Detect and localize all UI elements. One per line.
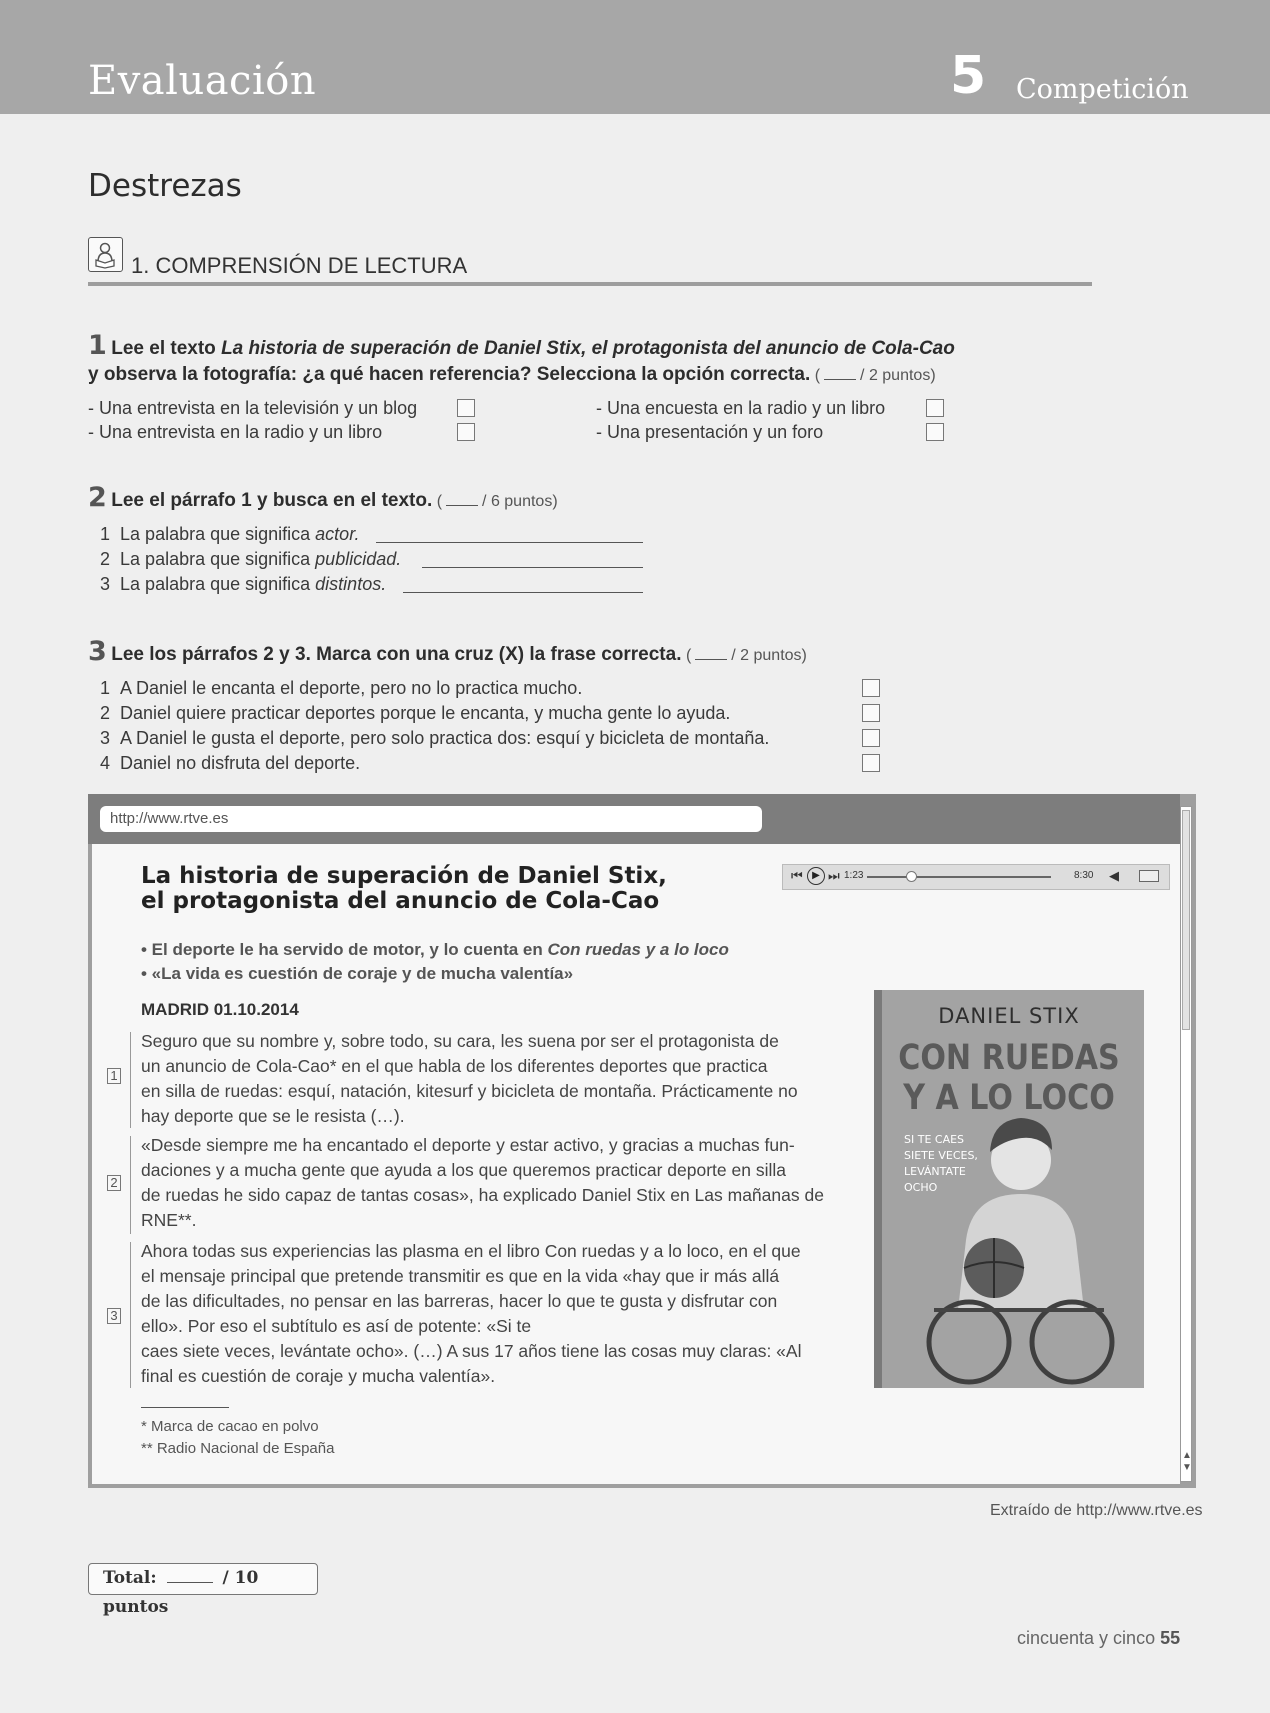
paragraph-number: 2 [107, 1175, 121, 1191]
paragraph-line: «Desde siempre me ha encantado el deporte y estar activo, y gracias a muchas fun- [141, 1135, 795, 1155]
item-text: Daniel no disfruta del deporte. [120, 753, 361, 773]
paragraph-line: Seguro que su nombre y, sobre todo, su cara, les suena por ser el protagonista de [141, 1031, 779, 1051]
paragraph-number: 3 [107, 1308, 121, 1324]
item-word: actor. [315, 524, 360, 544]
question-1-line2 [88, 364, 1088, 386]
article-title-line-1: La historia de superación de Daniel Stix, [141, 863, 667, 889]
total-points: / 10 puntos [103, 1568, 259, 1617]
points-label: ( / 2 puntos) [814, 367, 936, 384]
option-3-checkbox[interactable] [926, 399, 944, 417]
progress-track[interactable] [867, 876, 1051, 878]
book-subtitle [904, 1132, 978, 1196]
article-dateline: MADRID 01.10.2014 [141, 1000, 299, 1019]
question-text: y observa la fotografía: ¿a qué hacen referencia? Selecciona la opción correcta. [88, 364, 811, 385]
points-value: / 2 puntos) [731, 647, 807, 664]
book-subtitle-line: LEVÁNTATE [904, 1165, 966, 1178]
book-cover-image [874, 990, 1144, 1388]
item-word: distintos. [315, 574, 387, 594]
item-number: 1 [100, 524, 111, 544]
unit-title: Competición [1016, 74, 1189, 105]
item-number: 2 [100, 703, 111, 723]
page-number: 55 [1160, 1628, 1181, 1648]
total-blank[interactable] [167, 1582, 213, 1583]
book-subtitle-line: SIETE VECES, [904, 1149, 978, 1162]
article-bullet-2: • «La vida es cuestión de coraje y de mucha valentía» [141, 964, 574, 983]
duration-time: 8:30 [1074, 870, 1094, 881]
paragraph-1 [141, 1029, 798, 1129]
answer-line-2[interactable] [422, 566, 643, 568]
play-icon[interactable]: ▶ [807, 867, 825, 885]
article-title [141, 864, 667, 914]
book-author: DANIEL STIX [938, 1004, 1080, 1028]
paragraph-rule [130, 1242, 131, 1388]
item-text: A Daniel le gusta el deporte, pero solo practica dos: esquí y bicicleta de montaña. [120, 728, 770, 748]
article-bullet-1 [141, 940, 729, 960]
paragraph-line: de las dificultades, no pensar en las barreras, hacer lo que te gusta y disfrutar con [141, 1291, 778, 1311]
question-3 [88, 636, 807, 667]
option-3: - Una encuesta en la radio y un libro [596, 398, 886, 418]
elapsed-time: 1:23 [844, 870, 864, 881]
paragraph-line: RNE**. [141, 1210, 197, 1230]
q3-item-4-checkbox[interactable] [862, 754, 880, 772]
points-label: ( / 6 puntos) [436, 493, 558, 510]
paragraph-line: Ahora todas sus experiencias las plasma en el libro Con ruedas y a lo loco, en el que [141, 1241, 801, 1261]
option-2-checkbox[interactable] [457, 423, 475, 441]
scrollbar-thumb[interactable] [1182, 810, 1190, 1030]
paragraph-line: de ruedas he sido capaz de tantas cosas», ha explicado Daniel Stix en Las mañanas de [141, 1185, 824, 1205]
book-subtitle-line: SI TE CAES [904, 1133, 965, 1146]
question-text: Lee el texto [111, 338, 222, 359]
q3-item-2 [100, 703, 730, 724]
option-4-checkbox[interactable] [926, 423, 944, 441]
footnote-1: * Marca de cacao en polvo [141, 1418, 319, 1435]
source-credit: Extraído de http://www.rtve.es [990, 1502, 1203, 1519]
q3-item-3-checkbox[interactable] [862, 729, 880, 747]
option-2: - Una entrevista en la radio y un libro [88, 422, 383, 442]
item-text: A Daniel le encanta el deporte, pero no lo practica mucho. [120, 678, 583, 698]
q3-item-2-checkbox[interactable] [862, 704, 880, 722]
question-number: 2 [88, 482, 107, 513]
book-title [893, 1038, 1125, 1118]
book-subtitle-line: OCHO [904, 1181, 938, 1194]
points-value: / 6 puntos) [482, 493, 558, 510]
option-1: - Una entrevista en la televisión y un blog [88, 398, 418, 418]
unit-number: 5 [950, 46, 987, 106]
item-number: 1 [100, 678, 111, 698]
q2-item-1 [100, 524, 360, 545]
scroll-up-arrow-icon[interactable]: ▲ [1182, 1450, 1192, 1461]
points-value: / 2 puntos) [860, 367, 936, 384]
answer-line-1[interactable] [376, 541, 643, 543]
item-number: 3 [100, 728, 111, 748]
paragraph-line: en silla de ruedas: esquí, natación, kitesurf y bicicleta de montaña. Prácticamente no [141, 1081, 798, 1101]
total-score-box [88, 1563, 318, 1617]
book-title-line-2: Y A LO LOCO [903, 1078, 1115, 1118]
paragraph-rule [130, 1136, 131, 1234]
paragraph-2 [141, 1133, 824, 1233]
question-text: Lee el párrafo 1 y busca en el texto. [111, 490, 433, 511]
option-4: - Una presentación y un foro [596, 422, 824, 442]
paragraph-line: final es cuestión de coraje y mucha valentía». [141, 1366, 496, 1386]
q3-item-3 [100, 728, 769, 749]
paragraph-line: hay deporte que se le resista (…). [141, 1106, 405, 1126]
paragraph-number: 1 [107, 1068, 121, 1084]
item-number: 2 [100, 549, 111, 569]
q3-item-4 [100, 753, 360, 774]
paragraph-rule [130, 1032, 131, 1128]
item-text: La palabra que significa [120, 524, 316, 544]
page-footer [1017, 1628, 1180, 1649]
question-text-italic: La historia de superación de Daniel Stix, el protagonista del anuncio de Cola-Cao [221, 338, 955, 359]
question-1 [88, 330, 1088, 361]
reading-icon [88, 237, 123, 272]
q3-item-1-checkbox[interactable] [862, 679, 880, 697]
paragraph-line: un anuncio de Cola-Cao* en el que habla de los diferentes deportes que practica [141, 1056, 768, 1076]
audio-player [782, 864, 1170, 890]
footnote-2: ** Radio Nacional de España [141, 1440, 335, 1457]
bullet-book-title: Con ruedas y a lo loco [547, 940, 729, 959]
page-title: Destrezas [88, 168, 242, 204]
section-title: 1. COMPRENSIÓN DE LECTURA [131, 253, 468, 278]
answer-line-3[interactable] [403, 591, 643, 593]
footnote-rule [141, 1407, 229, 1408]
option-1-checkbox[interactable] [457, 399, 475, 417]
total-label: Total: [103, 1568, 157, 1588]
question-number: 3 [88, 636, 107, 667]
paragraph-line: ello». Por eso el subtítulo es así de potente: «Si te [141, 1316, 532, 1336]
header-section-title: Evaluación [88, 58, 317, 104]
item-number: 4 [100, 753, 111, 773]
article-title-line-2: el protagonista del anuncio de Cola-Cao [141, 888, 660, 914]
next-icon[interactable]: ⏭ [828, 868, 840, 883]
item-number: 3 [100, 574, 111, 594]
item-text: Daniel quiere practicar deportes porque le encanta, y mucha gente lo ayuda. [120, 703, 731, 723]
book-title-line-1: CON RUEDAS [898, 1038, 1120, 1078]
q3-item-1 [100, 678, 582, 699]
paragraph-line: el mensaje principal que pretende transmitir es que en la vida «hay que ir más allá [141, 1266, 780, 1286]
paragraph-line: caes siete veces, levántate ocho». (…) A sus 17 años tiene las cosas muy claras: «Al [141, 1341, 802, 1361]
q2-item-2 [100, 549, 401, 570]
item-text: La palabra que significa [120, 574, 316, 594]
item-text: La palabra que significa [120, 549, 316, 569]
address-bar[interactable]: http://www.rtve.es [100, 806, 762, 832]
q2-item-3 [100, 574, 386, 595]
volume-icon[interactable]: ◀ [1109, 868, 1119, 883]
scroll-down-arrow-icon[interactable]: ▼ [1182, 1462, 1192, 1473]
paragraph-line: daciones y a mucha gente que ayuda a los que queremos practicar deporte en silla [141, 1160, 786, 1180]
previous-icon[interactable]: ⏮ [791, 868, 803, 883]
question-number: 1 [88, 330, 107, 361]
paragraph-3 [141, 1239, 801, 1389]
item-word: publicidad. [315, 549, 402, 569]
bullet-text: • El deporte le ha servido de motor, y lo cuenta en [141, 940, 548, 959]
section-divider [88, 282, 1092, 286]
page-number-words: cincuenta y cinco [1017, 1628, 1156, 1648]
progress-handle[interactable] [906, 871, 917, 882]
question-text: Lee los párrafos 2 y 3. Marca con una cruz (X) la frase correcta. [111, 644, 682, 665]
fullscreen-icon[interactable] [1139, 870, 1159, 882]
question-2 [88, 482, 558, 513]
points-label: ( / 2 puntos) [685, 647, 807, 664]
